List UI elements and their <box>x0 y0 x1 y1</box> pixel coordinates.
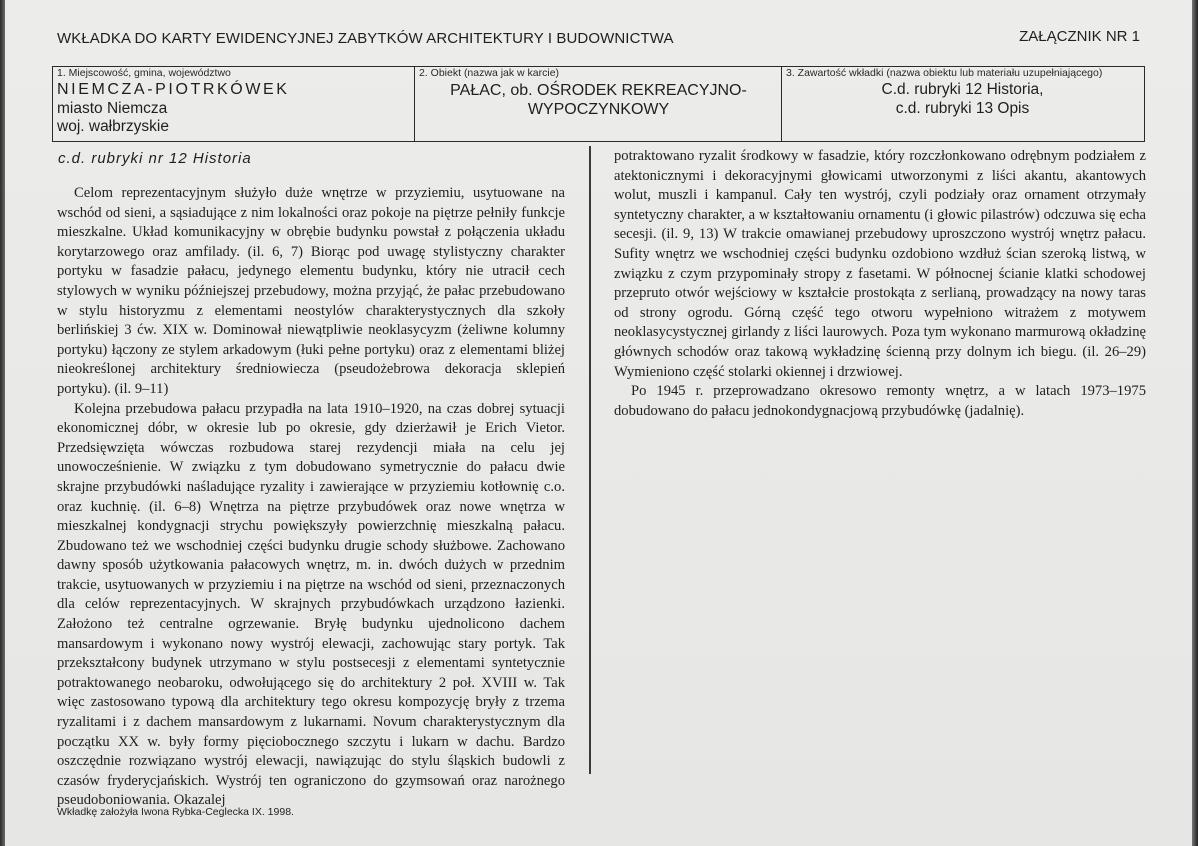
contents-line-2: c.d. rubryki 13 Opis <box>895 100 1030 117</box>
contents-field <box>782 67 1143 141</box>
author-note: Wkładkę założyła Iwona Rybka-Ceglecka IX. 1998. <box>57 806 294 818</box>
paragraph: potraktowano ryzalit środkowy w fasadzie, który rozczłonkowano odrębnym podziałem z atektonicznymi i dekoracyjnymi głowicami utworzonymi z liści akantu, akantowych wolut, muszli i kampanul. Cały ten wystrój, czyli podziały oraz ornament otrzymały syntetyczny charakter, a w kształtowaniu ornamentu (i głowic pilastrów) odczuwa się echa secesji. (il. 9, 13) W trakcie omawianej przebudowy uproszczono wystrój wnętrz pałacu. Sufity wnętrz we wschodniej części budynku ozdobiono wzdłuż ścian szeroką listwą, w związku z czym przypominały stropy z fasetami. W północnej ścianie klatki schodowej przepruto otwór wejściowy w kształcie prostokąta z serlianą, prowadzący na nowy taras od strony ogrodu. Górną część tego otworu wypełniono witrażem z motywem neoklasycystycznej girlandy z liści laurowych. Poza tym wykonano marmurową okładzinę głównych schodów oraz takową wykładzinę ścienną przy dolnym ich biegu. (il. 26–29) Wymieniono część stolarki okiennej i drzwiowej. <box>614 148 1146 380</box>
column-divider <box>589 146 591 774</box>
scan-edge-left <box>0 0 5 846</box>
object-name-line-1: PAŁAC, ob. OŚRODEK REKREACYJNO- <box>450 82 747 99</box>
location-voivodeship: woj. wałbrzyskie <box>57 118 169 135</box>
contents-label: 3. Zawartość wkładki (nazwa obiektu lub materiału uzupełniającego) <box>786 67 1103 79</box>
contents-line-1: C.d. rubryki 12 Historia, <box>881 81 1044 98</box>
document-title: WKŁADKA DO KARTY EWIDENCYJNEJ ZABYTKÓW ARCHITEKTURY I BUDOWNICTWA <box>57 30 674 47</box>
right-text-column <box>614 147 1146 421</box>
object-field <box>415 67 782 141</box>
contents-value <box>782 80 1143 118</box>
section-title: c.d. rubryki nr 12 Historia <box>58 150 252 167</box>
annex-label: ZAŁĄCZNIK NR 1 <box>1019 28 1140 45</box>
paragraph: Po 1945 r. przeprowadzano okresowo remonty wnętrz, a w latach 1973–1975 dobudowano do pałacu jednokondygnacjową przybudówkę (jadalnię). <box>614 383 1146 419</box>
paragraph: Celom reprezentacyjnym służyło duże wnętrze w przyziemiu, usytuowane na wschód od sieni, a sąsiadujące z nim lokalności oraz pokoje na piętrze pełniły funkcje mieszkalne. Układ komunikacyjny w obrębie budynku powstał z połączenia układu korytarzowego oraz amfilady. (il. 6, 7) Biorąc pod uwagę stylistyczny charakter portyku w fasadzie pałacu, jedynego elementu budynku, który nie utracił cech stylowych w wyniku późniejszej przebudowy, można przyjąć, że pałac przebudowano w stylu historyzmu z elementami neostylów charakterystycznych dla szkoły berlińskiej 3 ćw. XIX w. Dominował niewątpliwie neoklasycyzm (żeliwne kolumny portyku) łączony ze stylem arkadowym (łuki pełne portyku) oraz z elementami bliżej nieokreślonej architektury średniowiecza (pseudożebrowa dekoracja sklepień portyku). (il. 9–11) <box>57 185 565 397</box>
left-text-column <box>57 184 565 811</box>
header-fields-box <box>52 66 1145 142</box>
object-name <box>415 81 782 119</box>
object-label: 2. Obiekt (nazwa jak w karcie) <box>419 67 560 79</box>
location-field <box>53 67 415 141</box>
scan-edge-right <box>1192 0 1198 846</box>
paragraph: Kolejna przebudowa pałacu przypadła na lata 1910–1920, na czas dobrej sytuacji ekonomicznej dóbr, w okresie lub po okresie, gdy dzierżawił je Erich Vietor. Przedsięwzięta wówczas rozbudowa starej rezydencji miała na celu jej unowocześnienie. W związku z tym dobudowano symetrycznie do pałacu dwie skrajne przybudówki naśladujące ryzality i zawierające w przyziemiu kotłownię c.o. oraz kuchnię. (il. 6–8) Wnętrza na piętrze przybudówek oraz nowe wnętrza w mieszkalnej kondygnacji strychu powiększyły powierzchnię mieszkalną pałacu. Zbudowano też we wschodniej części budynku drugie schody służbowe. Zachowano dawny sposób użytkowania pałacowych wnętrz, m. in. dwóch dużych w przednim trakcie, usytuowanych w przyziemiu i na piętrze na wschód od sieni, przeznaczonych dla celów reprezentacyjnych. W skrajnych przybudówkach urządzono łazienki. Założono też centralne ogrzewanie. Bryłę budynku ujednolicono dachem mansardowym i wykonano nowy wystrój elewacji, zachowując stary portyk. Tak przekształcony budynek utrzymano w stylu postsecesji z elementami syntetycznie potraktowanego neobaroku, odwołującego się do architektury 2 poł. XVIII w. Tak więc zastosowano typową dla architektury tego okresu kompozycję bryły z trzema ryzalitami i z dachem mansardowym z lukarnami. Novum charakterystycznym dla początku XX w. były formy pięciobocznego szczytu i lukarn w dachu. Bardzo oszczędnie rozwiązano wystrój elewacji, nawiązując do stylu śląskich budowli z czasów fryderycjańskich. Wystrój ten ograniczono do gzymsowań oraz narożnego pseudoboniowania. Okazalej <box>57 400 565 809</box>
location-name: NIEMCZA-PIOTRKÓWEK <box>57 81 290 98</box>
location-municipality: miasto Niemcza <box>57 100 168 117</box>
location-label: 1. Miejscowość, gmina, województwo <box>57 67 231 79</box>
object-name-line-2: WYPOCZYNKOWY <box>527 101 670 118</box>
